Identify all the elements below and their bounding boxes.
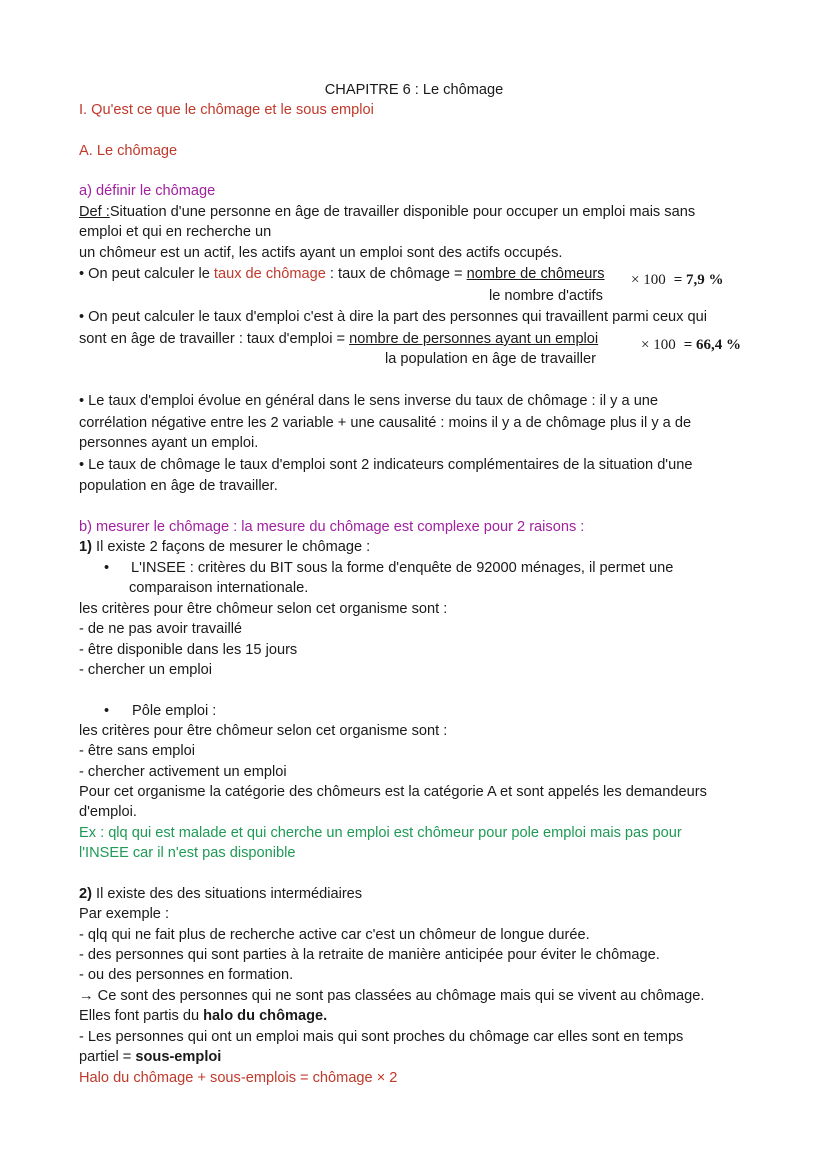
criteria2-item: - chercher activement un emploi — [79, 764, 287, 780]
taux-emploi-value: = 66,4 % — [683, 337, 742, 353]
page-title: CHAPITRE 6 : Le chômage — [324, 82, 504, 98]
evolution-line-2: corrélation négative entre les 2 variable + une causalité : moins il y a de chômage plus il y a de — [79, 415, 692, 431]
bullet-icon: • — [104, 703, 110, 719]
taux-chomage-term: taux de chômage — [213, 266, 326, 282]
sous-emploi-term: sous-emploi — [135, 1049, 222, 1065]
section-heading-a: A. Le chômage — [79, 143, 178, 159]
pole-emploi-label: Pôle emploi : — [132, 703, 217, 719]
point-2-line: 2) Il existe des des situations intermédiaires — [79, 886, 363, 902]
subheading-a: a) définir le chômage — [79, 183, 216, 199]
complement-line-2: population en âge de travailler. — [79, 478, 278, 494]
criteria2-item: - être sans emploi — [79, 743, 195, 759]
halo-term: halo du chômage. — [203, 1008, 328, 1024]
situation-arrow-line: → Ce sont des personnes qui ne sont pas classées au chômage mais qui se vivent au chômage. — [79, 988, 705, 1004]
taux-chomage-line: • On peut calculer le taux de chômage : taux de chômage = nombre de chômeurs — [79, 266, 605, 282]
taux-chomage-multiplier: × 100 = 7,9 % — [631, 272, 724, 288]
criteria-item: - chercher un emploi — [79, 662, 213, 678]
evolution-line-3: personnes ayant un emploi. — [79, 435, 259, 451]
situation-item: - qlq qui ne fait plus de recherche active car c'est un chômeur de longue durée. — [79, 927, 590, 943]
example-line-1: Ex : qlq qui est malade et qui cherche un emploi est chômeur pour pole emploi mais pas pour — [79, 825, 682, 841]
insee-line-1: L'INSEE : critères du BIT sous la forme d'enquête de 92000 ménages, il permet une — [131, 560, 674, 576]
category-line-1: Pour cet organisme la catégorie des chômeurs est la catégorie A et sont appelés les demandeurs — [79, 784, 707, 800]
definition-line-1 — [79, 202, 695, 222]
taux-emploi-denominator: la population en âge de travailler — [385, 351, 596, 367]
situation-item: - des personnes qui sont parties à la retraite de manière anticipée pour éviter le chômage. — [79, 947, 660, 963]
example-intro: Par exemple : — [79, 906, 170, 922]
taux-emploi-line-2: sont en âge de travailler : taux d'emploi = nombre de personnes ayant un emploi — [79, 331, 599, 347]
subheading-b: b) mesurer le chômage : la mesure du chômage est complexe pour 2 raisons : — [79, 519, 585, 535]
example-line-2: l'INSEE car il n'est pas disponible — [79, 845, 296, 861]
situation-item: - ou des personnes en formation. — [79, 967, 294, 983]
taux-emploi-numerator: nombre de personnes ayant un emploi — [349, 331, 599, 347]
category-line-2: d'emploi. — [79, 804, 137, 820]
complement-line-1: • Le taux de chômage le taux d'emploi sont 2 indicateurs complémentaires de la situation d'une — [79, 457, 693, 473]
def-text: Situation d'une personne en âge de travailler disponible pour occuper un emploi mais sans — [109, 204, 696, 220]
sous-emploi-line-2: partiel = sous-emploi — [79, 1049, 222, 1065]
actifs-line: un chômeur est un actif, les actifs ayant un emploi sont des actifs occupés. — [79, 245, 563, 261]
criteria-intro: les critères pour être chômeur selon cet organisme sont : — [79, 601, 448, 617]
evolution-line-1: • Le taux d'emploi évolue en général dans le sens inverse du taux de chômage : il y a une — [79, 393, 659, 409]
sous-emploi-line-1: - Les personnes qui ont un emploi mais qui sont proches du chômage car elles sont en temps — [79, 1029, 684, 1045]
section-heading-1: I. Qu'est ce que le chômage et le sous emploi — [79, 102, 374, 118]
halo-formula: Halo du chômage + sous-emplois = chômage × 2 — [79, 1070, 398, 1086]
taux-chomage-value: = 7,9 % — [673, 272, 724, 288]
point-1-line: 1) Il existe 2 façons de mesurer le chômage : — [79, 539, 371, 555]
taux-chomage-denominator: le nombre d'actifs — [489, 288, 603, 304]
insee-line-2: comparaison internationale. — [129, 580, 309, 596]
bullet-icon: • — [104, 560, 110, 576]
criteria-item: - de ne pas avoir travaillé — [79, 621, 243, 637]
definition-line-2: emploi et qui en recherche un — [79, 224, 272, 240]
taux-chomage-numerator: nombre de chômeurs — [466, 266, 605, 282]
taux-emploi-multiplier: × 100 = 66,4 % — [641, 337, 742, 353]
taux-emploi-line-1: • On peut calculer le taux d'emploi c'est à dire la part des personnes qui travaillent parmi ceux qui — [79, 309, 708, 325]
criteria2-intro: les critères pour être chômeur selon cet organisme sont : — [79, 723, 448, 739]
criteria-item: - être disponible dans les 15 jours — [79, 642, 298, 658]
halo-line: Elles font partis du halo du chômage. — [79, 1008, 328, 1024]
def-label: Def : — [79, 204, 110, 220]
